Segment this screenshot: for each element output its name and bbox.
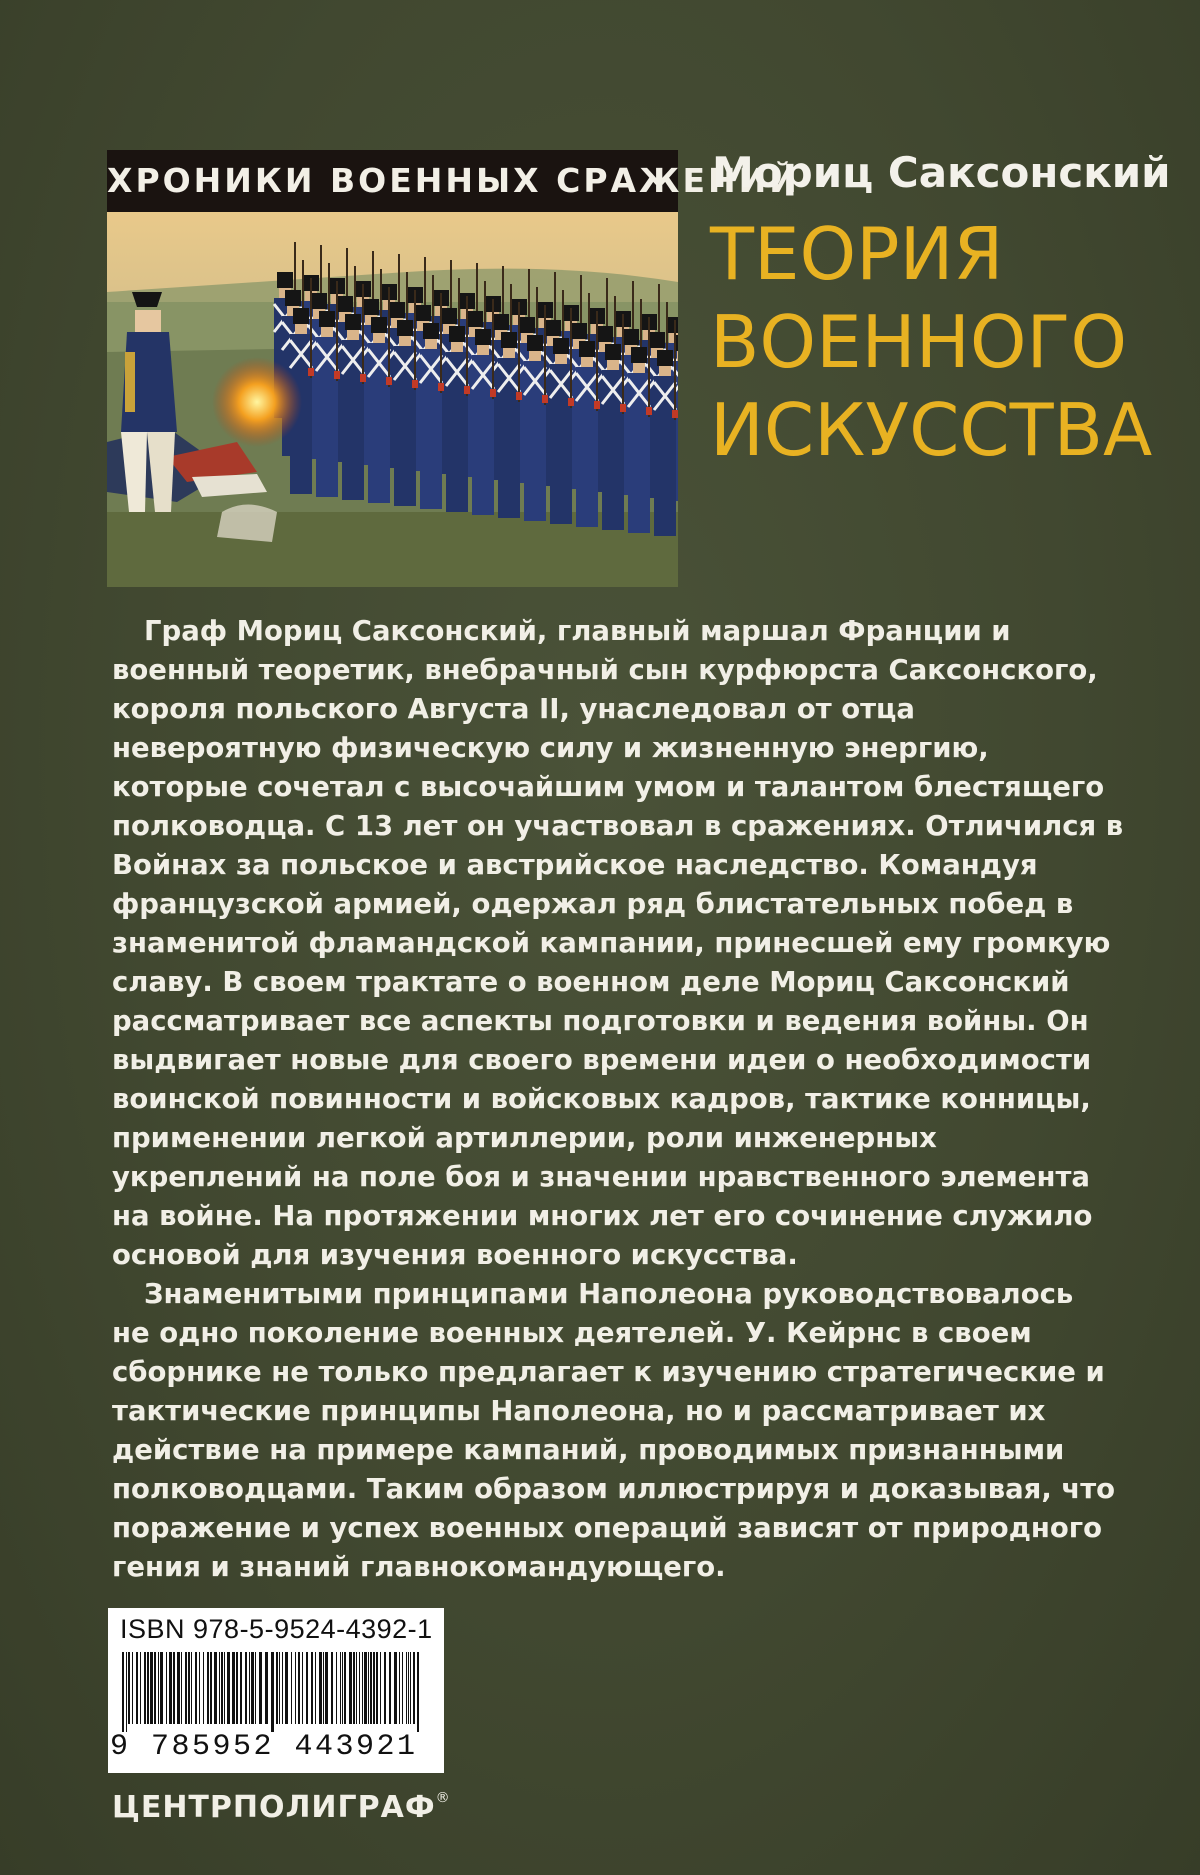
text-line: укреплений на поле боя и значении нравственного элемента bbox=[112, 1161, 1090, 1193]
text-line: короля польского Августа II, унаследовал от отца bbox=[112, 693, 915, 725]
text-line: сборнике не только предлагает к изучению стратегические и bbox=[112, 1356, 1105, 1388]
text-line: основой для изучения военного искусства. bbox=[112, 1239, 798, 1271]
isbn-label: ISBN 978-5-9524-4392-1 bbox=[120, 1614, 433, 1644]
text-line: Знаменитыми принципами Наполеона руководствовалось bbox=[144, 1278, 1074, 1310]
ean-digits: 9 785952 443921 bbox=[110, 1730, 418, 1764]
barcode-bars bbox=[122, 1652, 430, 1732]
text-line: рассматривает все аспекты подготовки и ведения войны. Он bbox=[112, 1005, 1089, 1037]
text-line: Граф Мориц Саксонский, главный маршал Франции и bbox=[144, 615, 1011, 647]
battle-painting bbox=[107, 212, 678, 587]
text-line: воинской повинности и войсковых кадров, тактике конницы, bbox=[112, 1083, 1091, 1115]
text-line: знаменитой фламандской кампании, принесшей ему громкую bbox=[112, 927, 1111, 959]
text-line: полководцами. Таким образом иллюстрируя и доказывая, что bbox=[112, 1473, 1116, 1505]
text-line: на войне. На протяжении многих лет его сочинение служило bbox=[112, 1200, 1093, 1232]
title-line: ИСКУССТВА bbox=[710, 388, 1153, 472]
text-line: гения и знаний главнокомандующего. bbox=[112, 1551, 726, 1583]
text-line: поражение и успех военных операций зависят от природного bbox=[112, 1512, 1103, 1544]
text-line: полководца. С 13 лет он участвовал в сражениях. Отличился в bbox=[112, 810, 1124, 842]
text-line: не одно поколение военных деятелей. У. Кейрнс в своем bbox=[112, 1317, 1032, 1349]
text-line: тактические принципы Наполеона, но и рассматривает их bbox=[112, 1395, 1046, 1427]
text-line: Войнах за польское и австрийское наследство. Командуя bbox=[112, 849, 1038, 881]
text-line: невероятную физическую силу и жизненную энергию, bbox=[112, 732, 989, 764]
title-line: ВОЕННОГО bbox=[710, 300, 1128, 384]
author-name: Мориц Саксонский bbox=[712, 148, 1171, 197]
title-line: ТЕОРИЯ bbox=[710, 212, 1004, 296]
barcode bbox=[108, 1608, 444, 1773]
registered-mark: ® bbox=[435, 1790, 451, 1806]
annotation-text bbox=[112, 612, 1157, 1587]
publisher-name: ЦЕНТРПОЛИГРАФ bbox=[112, 1790, 436, 1825]
text-line: действие на примере кампаний, проводимых признанными bbox=[112, 1434, 1065, 1466]
text-line: французской армией, одержал ряд блистательных побед в bbox=[112, 888, 1074, 920]
text-line: славу. В своем трактате о военном деле Мориц Саксонский bbox=[112, 966, 1070, 998]
text-line: которые сочетал с высочайшим умом и талантом блестящего bbox=[112, 771, 1105, 803]
text-line: применении легкой артиллерии, роли инженерных bbox=[112, 1122, 937, 1154]
book-title bbox=[710, 210, 1180, 474]
text-line: выдвигает новые для своего времени идеи о необходимости bbox=[112, 1044, 1092, 1076]
text-line: военный теоретик, внебрачный сын курфюрста Саксонского, bbox=[112, 654, 1098, 686]
series-title: ХРОНИКИ ВОЕННЫХ СРАЖЕНИЙ bbox=[107, 150, 678, 212]
publisher-logo bbox=[112, 1790, 451, 1825]
